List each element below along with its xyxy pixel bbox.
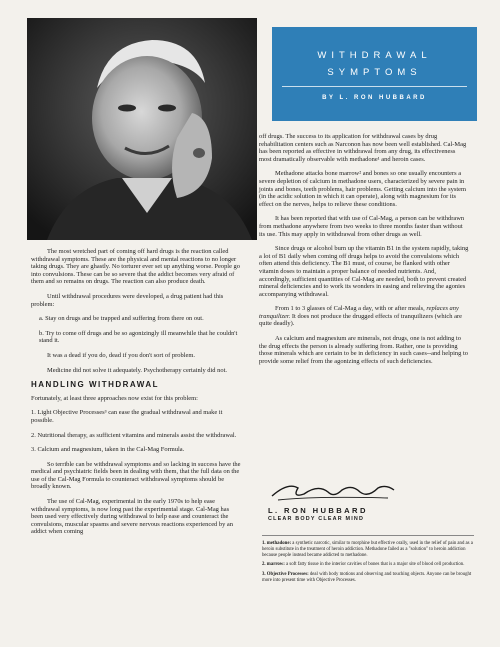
author-name: L. RON HUBBARD <box>268 506 368 515</box>
portrait-illustration <box>27 18 257 240</box>
list-item: a. Stay on drugs and be trapped and suffering from there on out. <box>39 315 204 323</box>
paragraph: Medicine did not solve it adequately. Psychotherapy certainly did not. <box>47 366 227 374</box>
list-item: 2. Nutritional therapy, as sufficient vitamins and minerals assist the withdrawal. <box>31 431 237 439</box>
signature-block <box>268 478 468 522</box>
footnote-term: 1. methadone: <box>262 541 292 546</box>
paragraph: Fortunately, at least three approaches now exist for this problem: <box>31 394 198 402</box>
footnote-text: deal with body motions and observing and touching objects. Anyone can be brought more into present time with Objective Processes. <box>262 572 472 583</box>
byline: BY L. RON HUBBARD <box>322 95 427 101</box>
right-column <box>259 133 469 372</box>
paragraph: The use of Cal-Mag, experimental in the early 1970s to help ease withdrawal symptoms, is now long past the experimental stage. Cal-Mag has been used very effectively during withdrawal to help ease and counteract the convulsions, muscular spasms and severe nervous reactions experienced by an addict when coming <box>31 498 234 536</box>
paragraph-text: From 1 to 3 glasses of Cal-Mag a day, with or after meals, <box>275 305 425 313</box>
footnote <box>262 562 474 568</box>
list-item: 3. Calcium and magnesium, taken in the Cal-Mag Formula. <box>31 446 185 454</box>
footnote-term: 3. Objective Processes: <box>262 572 309 578</box>
footnote <box>262 541 474 558</box>
paragraph: off drugs. The success to its application for withdrawal cases by drug rehabilitation centers such as Narconon has now been well established. Cal-Mag has been reported as effective in withdrawal from any drug, its effectiveness most dramatically observable with methadone¹ and heroin cases. <box>259 133 467 163</box>
title-line-2: SYMPTOMS <box>327 67 422 78</box>
title-line-1: WITHDRAWAL <box>317 50 432 61</box>
title-box <box>272 27 477 121</box>
paragraph: So terrible can be withdrawal symptoms and so lacking in success have the medical and psychiatric fields been in dealing with them, that the full data on the use of the Cal-Mag Formula to counteract withdrawal symptoms should be broadly known. <box>31 460 241 491</box>
left-column <box>31 248 241 543</box>
list-item: 1. Light Objective Processes³ can ease the gradual withdrawal and make it possible. <box>31 409 223 424</box>
emphasis-text: replaces any tranquilizer. <box>259 305 459 320</box>
list-item: b. Try to come off drugs and be so agonizingly ill meanwhile that he couldn't stand it. <box>39 329 238 345</box>
paragraph: As calcium and magnesium are minerals, not drugs, one is not adding to the drug effects the person is already suffering from. Rather, one is providing those minerals which are certain to be in deficiency in such cases--and helping to provide some relief from the agonizing effects of such deficiencies. <box>259 335 468 365</box>
paragraph: Methadone attacks bone marrow² and bones so one usually encounters a severe depletion of calcium in methadone users, characterized by severe pain in joints and bones, teeth problems, hair problems. Getting calcium into the system (in the acidic solution in which it can operate), along with magnesium for its effect on the nerves, helps to relieve these conditions. <box>259 170 467 208</box>
paragraph: Until withdrawal procedures were developed, a drug patient had this problem: <box>31 292 224 308</box>
author-portrait-photo <box>27 18 257 240</box>
paragraph: It has been reported that with use of Cal-Mag, a person can be withdrawn from methadone anywhere from two weeks to three months faster than without its use. This may apply in withdrawal from other drugs as well. <box>259 215 465 238</box>
footnote-text: a soft fatty tissue in the interior cavities of bones that is a major site of blood cell production. <box>286 562 465 568</box>
title-divider <box>282 86 467 87</box>
footnote-text: a synthetic narcotic, similar to morphine but effective orally, used in the relief of pain and as a heroin substitute in the treatment of heroin addiction. Methadone failed as a "solution" to heroin addiction because people instead became addicted to methadone. <box>262 541 473 558</box>
footnote <box>262 572 474 584</box>
handwritten-signature <box>268 478 398 504</box>
footnotes <box>262 535 474 588</box>
footnote-term: 2. marrow: <box>262 562 285 568</box>
paragraph: Since drugs or alcohol burn up the vitamin B1 in the system rapidly, taking a lot of B1 daily when coming off drugs helps to avoid the convulsions which often attend this deficiency. The B1 must, of course, be flanked with other vitamin doses to maintain a proper balance of needed nutrients. And, accordingly, sufficient quantities of Cal-Mag are needed, both to prevent created mineral deficiencies and to work its wonders in easing and relieving the agonies accompanying withdrawal. <box>259 245 469 298</box>
paragraph: The most wretched part of coming off hard drugs is the reaction called withdrawal symptoms. These are the physical and mental reactions to no longer taking drugs. They are ghastly. No torturer ever set up anything worse. People go into convulsions. These can be so severe that the addict becomes very afraid of them and so remains on drugs. The reaction can also produce death. <box>31 248 240 286</box>
paragraph: It was a dead if you do, dead if you don't sort of problem. <box>47 351 195 359</box>
motto: CLEAR BODY CLEAR MIND <box>268 516 365 522</box>
footnote-divider <box>262 535 474 536</box>
section-heading: HANDLING WITHDRAWAL <box>31 380 160 390</box>
paragraph-text: It does not produce the drugged effects of tranquilizers (which are quite deadly). <box>259 312 462 328</box>
paragraph <box>259 305 469 328</box>
